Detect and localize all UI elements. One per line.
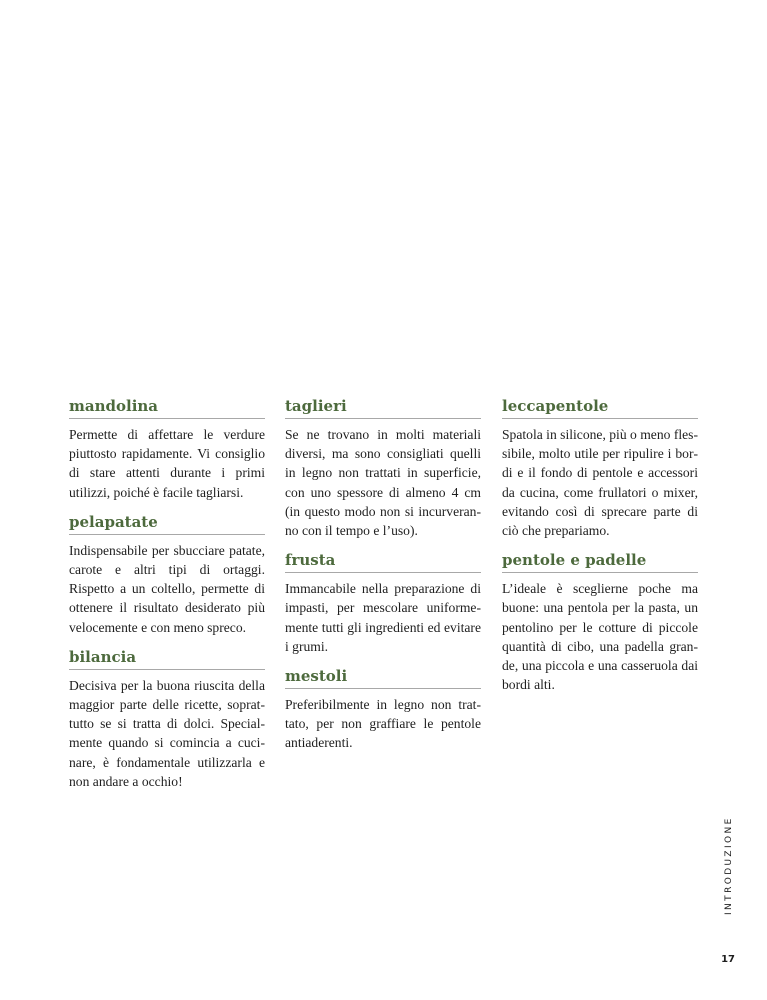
section-text: Immancabile nella preparazione di impasti, per mescolare uniformemente tutti gli ingredienti ed evitare i grumi. — [285, 581, 481, 654]
section-text: Indispensabile per sbucciare patate, carote e altri tipi di ortaggi. Rispetto a un coltello, permette di ottenere il risultato desiderato più velocemente e con meno spreco. — [69, 542, 265, 635]
section-text: Se ne trovano in molti materiali diversi, ma sono consigliati quelli in legno non trattati in superficie, con uno spessore di almeno 4 cm (in questo modo non si incurveranno con il tempo e l’uso). — [285, 427, 481, 539]
section-mestoli — [285, 666, 481, 753]
column-right — [502, 396, 698, 704]
section-text: Preferibilmente in legno non trattato, per non graffiare le pentole antiaderenti. — [285, 697, 481, 751]
section-heading: frusta — [285, 550, 481, 573]
column-middle — [285, 396, 481, 763]
section-heading: mestoli — [285, 666, 481, 689]
chapter-side-label: INTRODUZIONE — [724, 816, 734, 915]
section-frusta — [285, 550, 481, 656]
section-mandolina — [69, 396, 265, 502]
section-heading: pelapatate — [69, 512, 265, 535]
section-taglieri — [285, 396, 481, 540]
section-text: L’ideale è sceglierne poche ma buone: una pentola per la pasta, un pentolino per le cotture di piccole quantità di cibo, una padella grande, una piccola e una casseruola dai bordi alti. — [502, 581, 698, 693]
section-text: Spatola in silicone, più o meno flessibile, molto utile per ripulire i bordi e il fondo di pentole e accessori da cucina, come frullatori o mixer, evitando così di sprecare parte di ciò che prepariamo. — [502, 427, 698, 539]
section-heading: taglieri — [285, 396, 481, 419]
section-heading: leccapentole — [502, 396, 698, 419]
section-text: Decisiva per la buona riuscita della maggior parte delle ricette, soprattutto se si tratta di dolci. Specialmente quando si comincia a cucinare, è fondamentale utilizzarla e non andare a occhio! — [69, 677, 265, 789]
column-left — [69, 396, 265, 801]
section-text: Permette di affettare le verdure piuttosto rapidamente. Vi consiglio di stare attenti durante i primi utilizzi, poiché è facile tagliarsi. — [69, 427, 265, 500]
section-heading: bilancia — [69, 647, 265, 670]
section-bilancia — [69, 647, 265, 791]
section-pelapatate — [69, 512, 265, 637]
section-pentole-e-padelle — [502, 550, 698, 694]
section-heading: mandolina — [69, 396, 265, 419]
section-leccapentole — [502, 396, 698, 540]
section-heading: pentole e padelle — [502, 550, 698, 573]
page-number: 17 — [721, 954, 735, 965]
